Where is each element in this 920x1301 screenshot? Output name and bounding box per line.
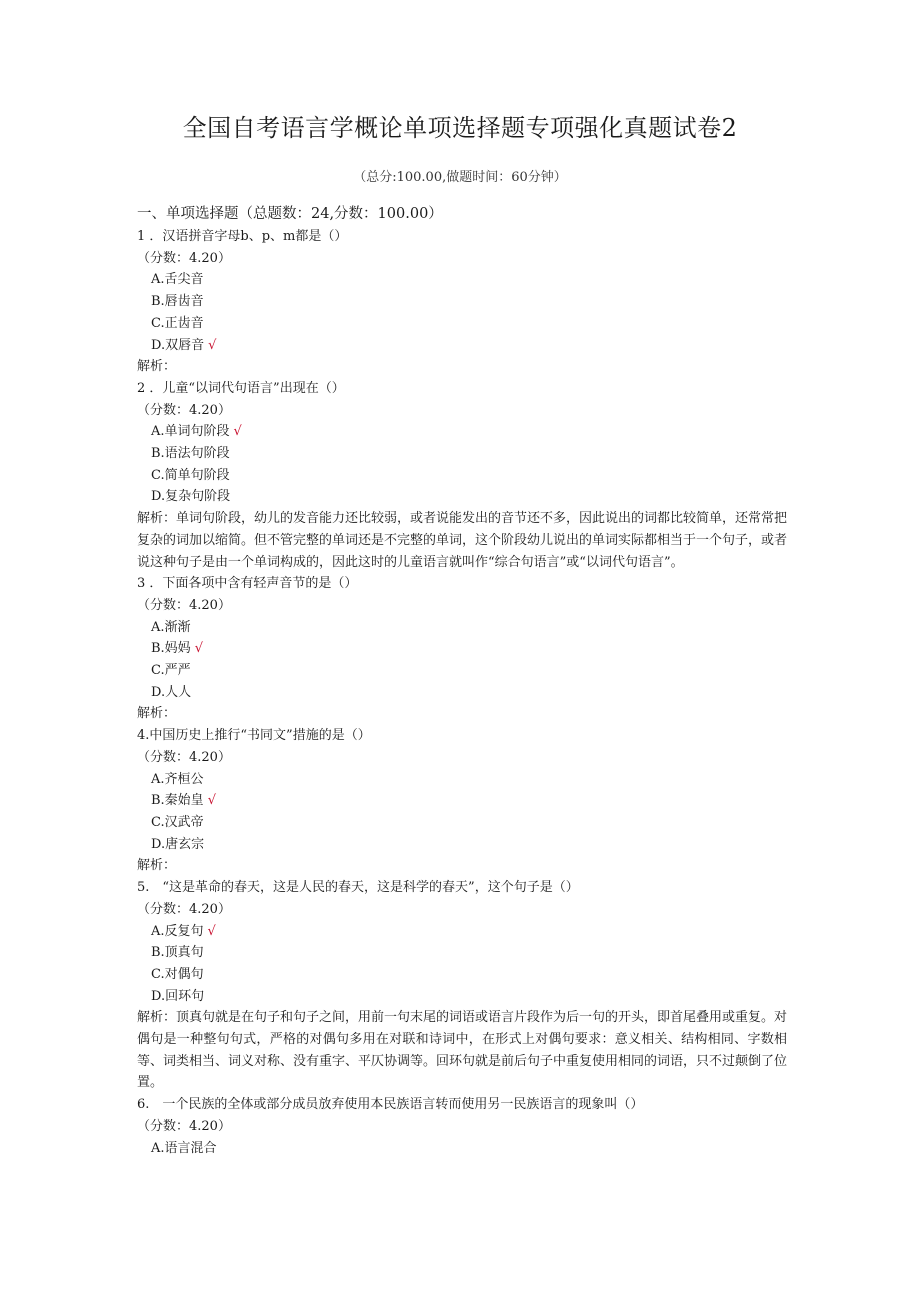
question-list: [137, 226, 787, 1159]
answer-option: [137, 986, 787, 1008]
correct-check-icon: √: [208, 337, 217, 353]
option-text: A.单词句阶段: [151, 424, 230, 440]
question-item: [137, 573, 787, 725]
option-text: A.语言混合: [151, 1140, 217, 1156]
option-text: B.秦始皇: [151, 793, 204, 809]
question-stem: 3 ．下面各项中含有轻声音节的是（）: [137, 576, 358, 592]
answer-option: [137, 921, 787, 943]
option-text: C.正齿音: [151, 315, 204, 331]
question-score: （分数：4.20）: [137, 250, 231, 266]
answer-option: [137, 942, 787, 964]
question-item: [137, 378, 787, 573]
question-score: （分数：4.20）: [137, 402, 231, 418]
option-text: D.复杂句阶段: [151, 489, 231, 505]
answer-option: [137, 638, 787, 660]
question-explanation: 解析：单词句阶段，幼儿的发音能力还比较弱，或者说能发出的音节还不多，因此说出的词都比较简单，还常常把复杂的词加以缩简。但不管完整的单词还是不完整的单词，这个阶段幼儿说出的单词实际都相当于一个句子，或者说这种句子是由一个单词构成的，因此这时的儿童语言就叫作“综合句语言”或“以词代句语言”。: [137, 511, 788, 570]
page-title: 全国自考语言学概论单项选择题专项强化真题试卷2: [182, 114, 738, 142]
question-explanation: 解析：顶真句就是在句子和句子之间，用前一句末尾的词语或语言片段作为后一句的开头，即首尾叠用或重复。对偶句是一种整句句式，严格的对偶句多用在对联和诗词中，在形式上对偶句要求：意义相关、结构相同、字数相等、词类相当、词义对称、没有重字、平仄协调等。回环句就是前后句子中重复使用相同的词语，只不过颠倒了位置。: [137, 1010, 788, 1091]
question-explanation: 解析：: [137, 359, 177, 375]
option-text: A.齐桓公: [151, 771, 204, 787]
question-stem: 6. 一个民族的全体或部分成员放弃使用本民族语言转而使用另一民族语言的现象叫（）: [137, 1097, 644, 1113]
question-score: （分数：4.20）: [137, 1118, 231, 1134]
option-text: D.人人: [151, 684, 192, 700]
question-stem: 2 ．儿童“以词代句语言”出现在（）: [137, 380, 345, 396]
answer-option: [137, 465, 787, 487]
option-text: C.对偶句: [151, 966, 204, 982]
option-text: C.汉武帝: [151, 814, 204, 830]
option-text: A.舌尖音: [151, 272, 204, 288]
option-text: D.回环句: [151, 988, 205, 1004]
question-item: [137, 877, 787, 1094]
option-text: A.反复句: [151, 923, 204, 939]
question-explanation: 解析：: [137, 858, 177, 874]
answer-option: [137, 834, 787, 856]
option-text: B.语法句阶段: [151, 446, 230, 462]
question-stem: 1 ．汉语拼音字母b、p、m都是（）: [137, 229, 348, 244]
answer-option: [137, 443, 787, 465]
answer-option: [137, 790, 787, 812]
option-text: A.渐渐: [151, 619, 191, 635]
question-score: （分数：4.20）: [137, 597, 231, 613]
exam-meta: （总分:100.00,做题时间：60分钟）: [353, 170, 567, 185]
answer-option: [137, 291, 787, 313]
answer-option: [137, 1138, 787, 1160]
answer-option: [137, 335, 787, 357]
question-stem: 4.中国历史上推行“书同文”措施的是（）: [137, 728, 371, 744]
option-text: C.简单句阶段: [151, 467, 230, 483]
option-text: D.唐玄宗: [151, 836, 205, 852]
option-text: B.妈妈: [151, 641, 191, 657]
question-item: [137, 725, 787, 877]
answer-option: [137, 964, 787, 986]
exam-content: [137, 204, 787, 1159]
correct-check-icon: √: [233, 424, 242, 440]
correct-check-icon: √: [194, 641, 203, 657]
section-heading: 一、单项选择题（总题数：24,分数：100.00）: [137, 206, 443, 222]
question-item: [137, 226, 787, 378]
question-score: （分数：4.20）: [137, 901, 231, 917]
question-stem: 5. “这是革命的春天，这是人民的春天，这是科学的春天”，这个句子是（）: [137, 880, 579, 896]
option-text: B.顶真句: [151, 945, 204, 961]
answer-option: [137, 812, 787, 834]
option-text: C.严严: [151, 663, 191, 679]
question-explanation: 解析：: [137, 706, 177, 722]
answer-option: [137, 660, 787, 682]
answer-option: [137, 769, 787, 791]
question-item: [137, 1094, 787, 1159]
answer-option: [137, 682, 787, 704]
option-text: D.双唇音: [151, 337, 205, 353]
question-score: （分数：4.20）: [137, 749, 231, 765]
answer-option: [137, 269, 787, 291]
answer-option: [137, 486, 787, 508]
correct-check-icon: √: [207, 793, 216, 809]
answer-option: [137, 313, 787, 335]
answer-option: [137, 421, 787, 443]
option-text: B.唇齿音: [151, 294, 204, 310]
correct-check-icon: √: [207, 923, 216, 939]
answer-option: [137, 617, 787, 639]
